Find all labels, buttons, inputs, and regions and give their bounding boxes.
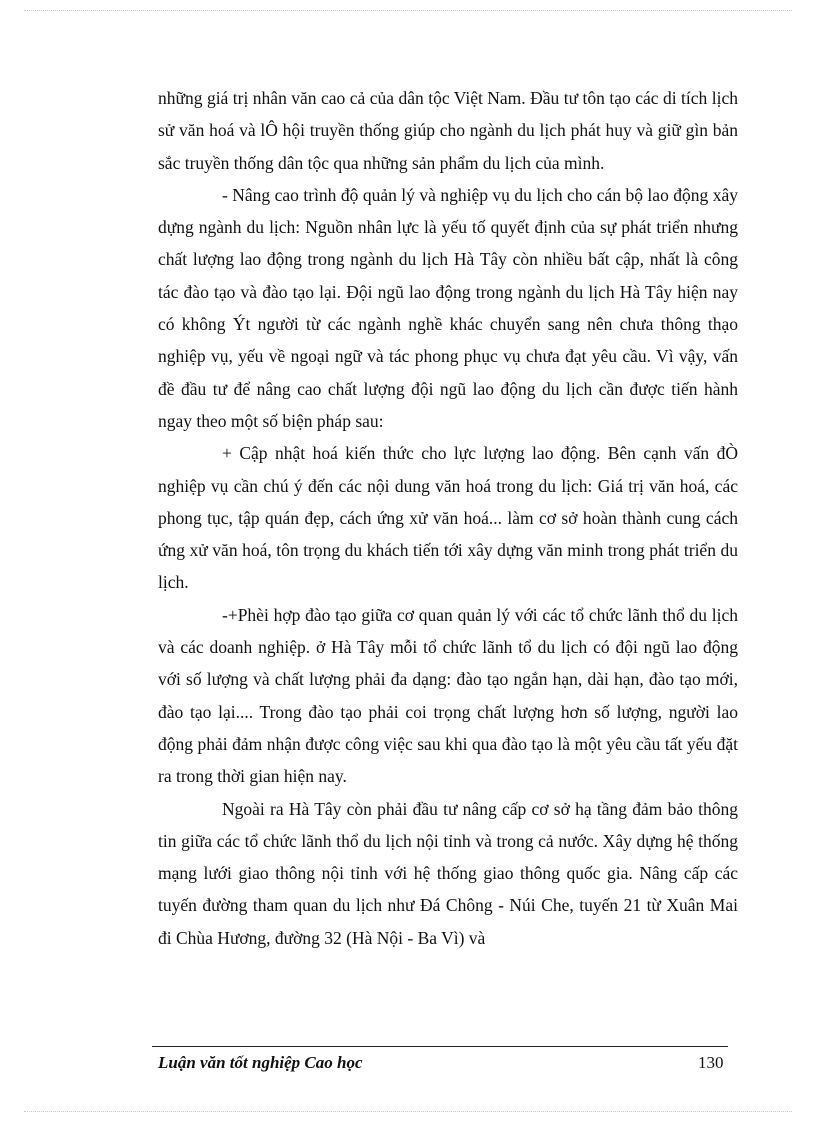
page-number: 130	[698, 1053, 724, 1072]
paragraph-2: - Nâng cao trình độ quản lý và nghiệp vụ du lịch cho cán bộ lao động xây dựng ngành du lịch: Nguồn nhân lực là yếu tố quyết định của sự phát triển nhưng chất lượng lao động trong ngành du lịch Hà Tây còn nhiều bất cập, nhất là công tác đào tạo và đào tạo lại. Đội ngũ lao động trong ngành du lịch Hà Tây hiện nay có không Ýt người từ các ngành nghề khác chuyển sang nên chưa thông thạo nghiệp vụ, yếu về ngoại ngữ và tác phong phục vụ chưa đạt yêu cầu. Vì vậy, vấn đề đầu tư để nâng cao chất lượng đội ngũ lao động du lịch cần được tiến hành ngay theo một số biện pháp sau:	[158, 184, 738, 431]
footer-rule	[152, 1046, 728, 1047]
paragraph-4: -+Phèi hợp đào tạo giữa cơ quan quản lý với các tổ chức lãnh thổ du lịch và các doanh nghiệp. ở Hà Tây mỗi tổ chức lãnh tổ du lịch có đội ngũ lao động với số lượng và chất lượng phải đa dạng: đào tạo ngắn hạn, dài hạn, đào tạo mới, đào tạo lại.... Trong đào tạo phải coi trọng chất lượng hơn số lượng, người lao động phải đảm nhận được công việc sau khi qua đào tạo là một yêu cầu tất yếu đặt ra trong thời gian hiện nay.	[158, 604, 738, 787]
paragraph-3: + Cập nhật hoá kiến thức cho lực lượng lao động. Bên cạnh vấn đÒ nghiệp vụ cần chú ý đến các nội dung văn hoá trong du lịch: Giá trị văn hoá, các phong tục, tập quán đẹp, cách ứng xử văn hoá... làm cơ sở hoàn thành cung cách ứng xử văn hoá, tôn trọng du khách tiến tới xây dựng văn minh trong phát triển du lịch.	[158, 443, 738, 593]
paragraph-5: Ngoài ra Hà Tây còn phải đầu tư nâng cấp cơ sở hạ tầng đảm bảo thông tin giữa các tổ chức lãnh thổ du lịch nội tỉnh và trong cả nước. Xây dựng hệ thống mạng lưới giao thông nội tỉnh với hệ thống giao thông quốc gia. Nâng cấp các tuyến đường tham quan du lịch như Đá Chông - Núi Che, tuyến 21 từ Xuân Mai đi Chùa Hương, đường 32 (Hà Nội - Ba Vì) và	[158, 798, 738, 948]
page-bottom-border	[24, 1111, 792, 1112]
page-top-border	[24, 10, 792, 11]
document-body	[158, 82, 738, 954]
footer-title: Luận văn tốt nghiệp Cao học	[158, 1053, 363, 1072]
paragraph-1: những giá trị nhân văn cao cả của dân tộc Việt Nam. Đầu tư tôn tạo các di tích lịch sử văn hoá và lÔ hội truyền thống giúp cho ngành du lịch phát huy và giữ gìn bản sắc truyền thống dân tộc qua những sản phẩm du lịch của mình.	[158, 88, 738, 173]
